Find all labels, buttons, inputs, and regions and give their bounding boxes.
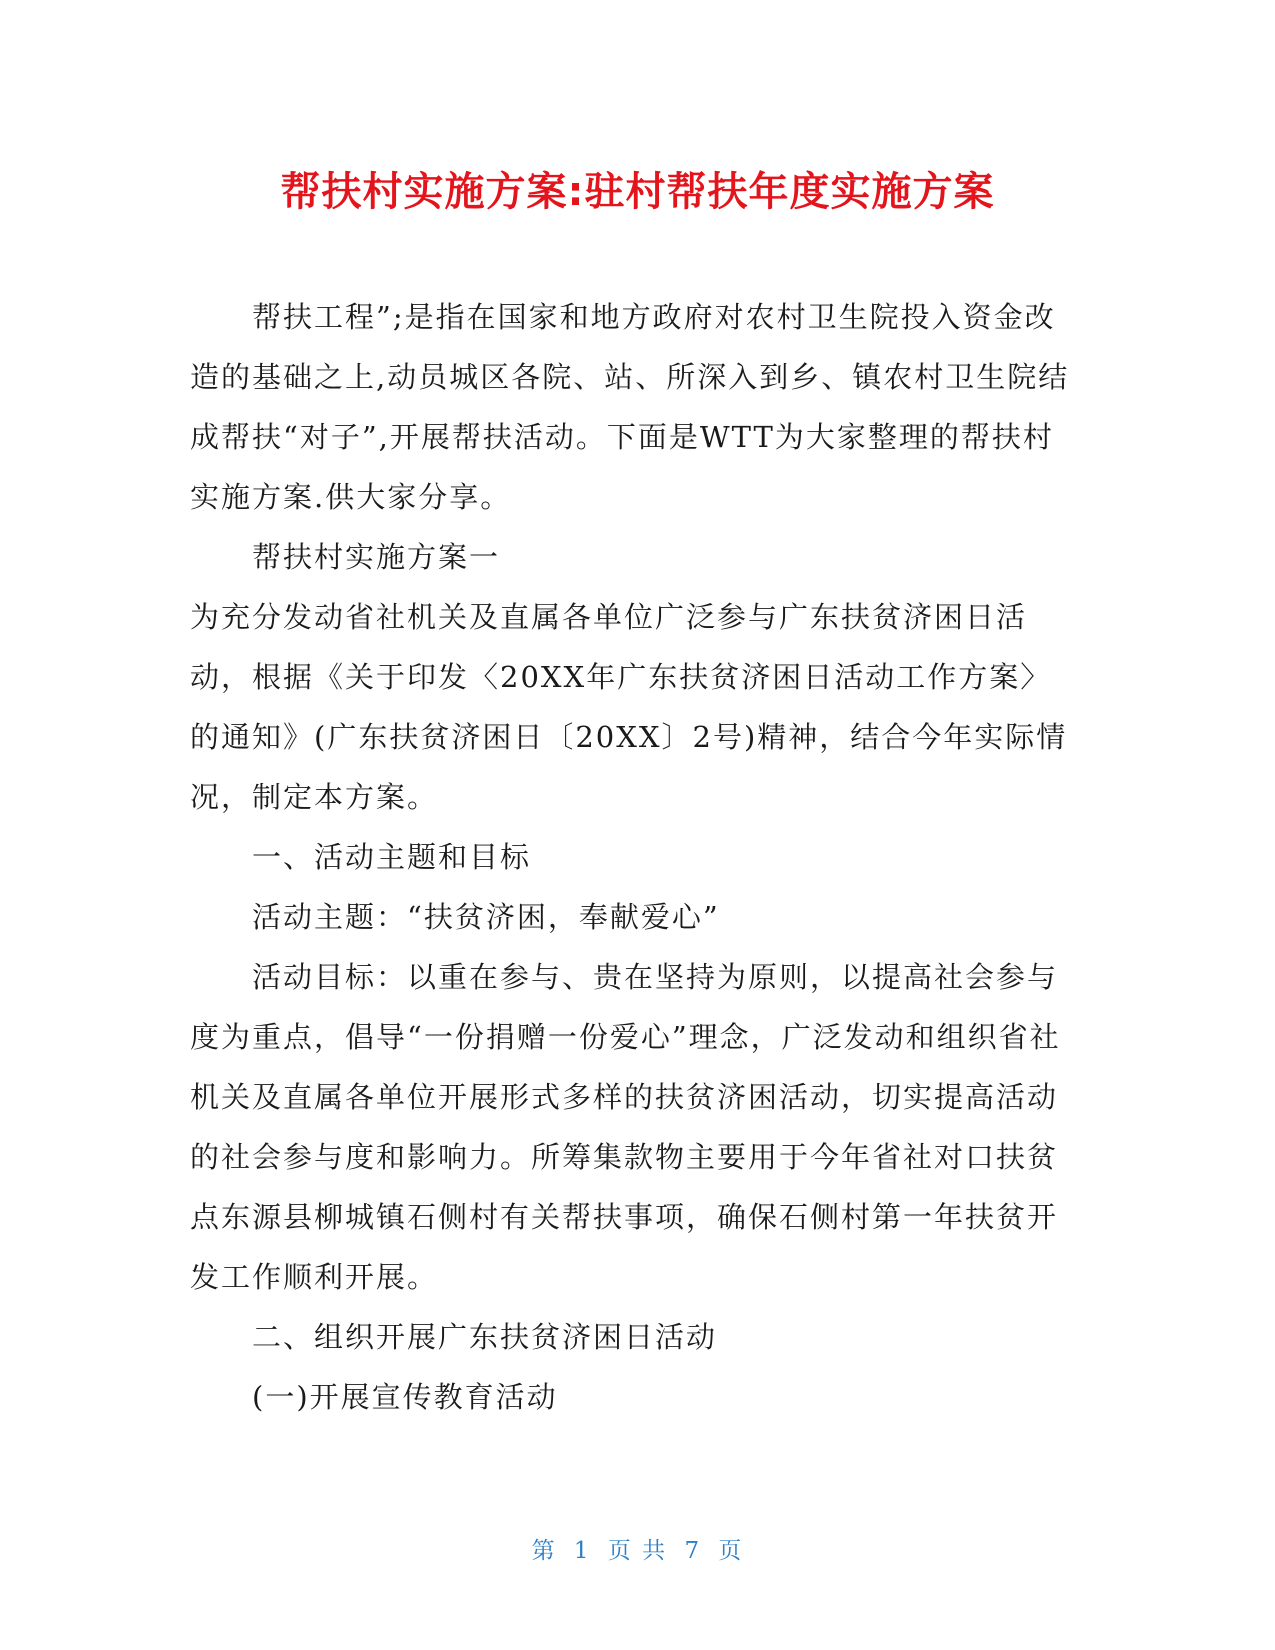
activity-theme-paragraph: 活动主题：“扶贫济困，奉献爱心”: [252, 900, 720, 934]
subsection-heading-publicity: (一)开展宣传教育活动: [252, 1380, 558, 1414]
footer-suffix: 页: [718, 1538, 744, 1564]
intro-paragraph: 帮扶工程”;是指在国家和地方政府对农村卫生院投入资金改造的基础之上,动员城区各院、站、所深入到乡、镇农村卫生院结成帮扶“对子”,开展帮扶活动。下面是WTT为大家整理的帮扶村实施方案.供大家分享。: [190, 300, 1070, 514]
page-footer: [0, 1532, 1275, 1565]
section-heading-organize: 二、组织开展广东扶贫济困日活动: [252, 1320, 718, 1354]
document-body: [190, 287, 1082, 1427]
purpose-paragraph: 为充分发动省社机关及直属各单位广泛参与广东扶贫济困日活动，根据《关于印发〈20XX年广东扶贫济困日活动工作方案〉的通知》(广东扶贫济困日〔20XX〕2号)精神，结合今年实际情况，制定本方案。: [190, 600, 1068, 814]
activity-goals-paragraph: 活动目标：以重在参与、贵在坚持为原则，以提高社会参与度为重点，倡导“一份捐赠一份爱心”理念，广泛发动和组织省社机关及直属各单位开展形式多样的扶贫济困活动，切实提高活动的社会参与度和影响力。所筹集款物主要用于今年省社对口扶贫点东源县柳城镇石侧村有关帮扶事项，确保石侧村第一年扶贫开发工作顺利开展。: [190, 960, 1061, 1294]
footer-total-pages: 7: [684, 1538, 702, 1564]
footer-current-page: 1: [573, 1538, 591, 1564]
footer-middle: 页 共: [607, 1538, 668, 1564]
section-heading-plan-one: 帮扶村实施方案一: [252, 540, 501, 574]
footer-prefix: 第: [531, 1538, 557, 1564]
document-title: 帮扶村实施方案:驻村帮扶年度实施方案: [280, 169, 995, 215]
section-heading-theme-goals: 一、活动主题和目标: [252, 840, 532, 874]
